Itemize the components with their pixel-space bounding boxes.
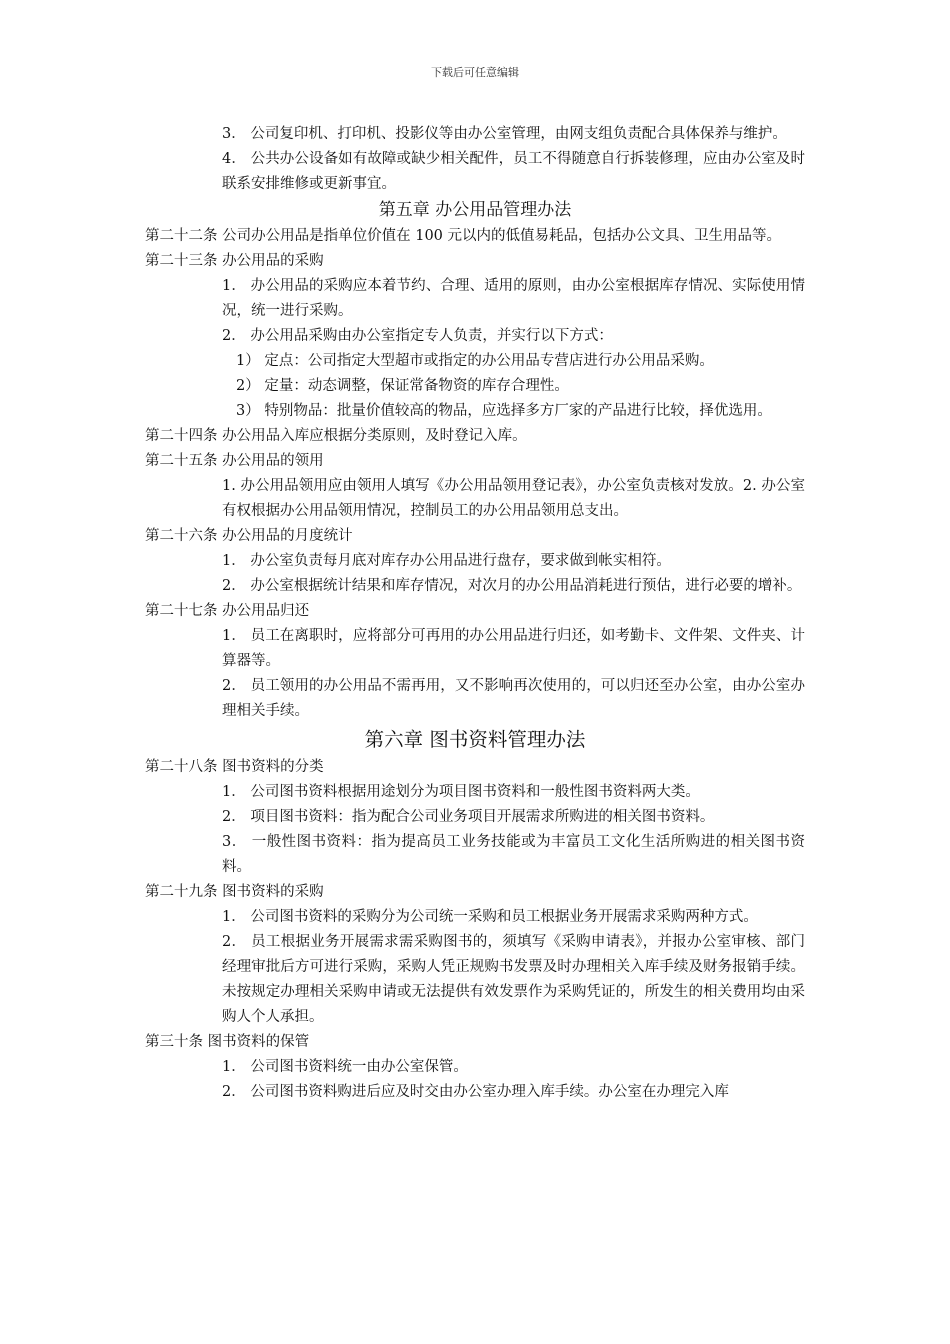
article-heading: 第二十七条 办公用品归还 bbox=[145, 603, 310, 619]
list-item: 2． 员工领用的办公用品不需再用，又不影响再次使用的，可以归还至办公室，由办公室办理相关手续。 bbox=[222, 678, 805, 719]
list-item: 1． 公司图书资料根据用途划分为项目图书资料和一般性图书资料两大类。 bbox=[222, 784, 700, 800]
list-item: 1． 员工在离职时，应将部分可再用的办公用品进行归还，如考勤卡、文件架、文件夹、计算器等。 bbox=[222, 628, 805, 669]
list-item: 1． 公司图书资料统一由办公室保管。 bbox=[222, 1059, 468, 1075]
list-item: 1． 公司图书资料的采购分为公司统一采购和员工根据业务开展需求采购两种方式。 bbox=[222, 909, 758, 925]
article-heading: 第二十二条 公司办公用品是指单位价值在 100 元以内的低值易耗品，包括办公文具、卫生用品等。 bbox=[145, 228, 781, 244]
list-item: 2． 办公用品采购由办公室指定专人负责，并实行以下方式： bbox=[222, 328, 613, 344]
article-heading: 第二十八条 图书资料的分类 bbox=[145, 759, 324, 775]
list-item: 2． 办公室根据统计结果和库存情况，对次月的办公用品消耗进行预估，进行必要的增补。 bbox=[222, 578, 802, 594]
sub-list-item: 2） 定量：动态调整，保证常备物资的库存合理性。 bbox=[236, 378, 569, 394]
list-item: 4． 公共办公设备如有故障或缺少相关配件，员工不得随意自行拆装修理，应由办公室及时联系安排维修或更新事宜。 bbox=[222, 151, 805, 192]
chapter-heading: 第六章 图书资料管理办法 bbox=[364, 728, 586, 751]
list-item: 3． 一般性图书资料：指为提高员工业务技能或为丰富员工文化生活所购进的相关图书资料。 bbox=[222, 834, 805, 875]
list-item: 2． 公司图书资料购进后应及时交由办公室办理入库手续。办公室在办理完入库 bbox=[222, 1084, 729, 1100]
page-header: 下载后可任意编辑 bbox=[431, 66, 519, 79]
article-heading: 第二十四条 办公用品入库应根据分类原则，及时登记入库。 bbox=[145, 428, 527, 444]
sub-list-item: 3） 特别物品：批量价值较高的物品，应选择多方厂家的产品进行比较，择优选用。 bbox=[236, 403, 772, 419]
list-item: 2． 员工根据业务开展需求需采购图书的，须填写《采购申请表》，并报办公室审核、部门经理审批后方可进行采购，采购人凭正规购书发票及时办理相关入库手续及财务报销手续。未按规定办理相关采购申请或无法提供有效发票作为采购凭证的，所发生的相关费用均由采购人个人承担。 bbox=[222, 934, 805, 1025]
article-heading: 第二十三条 办公用品的采购 bbox=[145, 253, 324, 269]
list-item: 2． 项目图书资料：指为配合公司业务项目开展需求所购进的相关图书资料。 bbox=[222, 809, 715, 825]
list-item: 3． 公司复印机、打印机、投影仪等由办公室管理，由网支组负责配合具体保养与维护。 bbox=[222, 126, 787, 142]
article-heading: 第二十五条 办公用品的领用 bbox=[145, 453, 324, 469]
chapter-heading: 第五章 办公用品管理办法 bbox=[378, 200, 572, 220]
article-heading: 第二十六条 办公用品的月度统计 bbox=[145, 528, 353, 544]
document-body bbox=[145, 122, 805, 1105]
list-item: 1. 办公用品领用应由领用人填写《办公用品领用登记表》，办公室负责核对发放。2. 办公室有权根据办公用品领用情况，控制员工的办公用品领用总支出。 bbox=[222, 478, 805, 519]
sub-list-item: 1） 定点：公司指定大型超市或指定的办公用品专营店进行办公用品采购。 bbox=[236, 353, 714, 369]
list-item: 1． 办公用品的采购应本着节约、合理、适用的原则，由办公室根据库存情况、实际使用情况，统一进行采购。 bbox=[222, 278, 805, 319]
list-item: 1． 办公室负责每月底对库存办公用品进行盘存，要求做到帐实相符。 bbox=[222, 553, 671, 569]
article-heading: 第二十九条 图书资料的采购 bbox=[145, 884, 324, 900]
article-heading: 第三十条 图书资料的保管 bbox=[145, 1034, 310, 1050]
